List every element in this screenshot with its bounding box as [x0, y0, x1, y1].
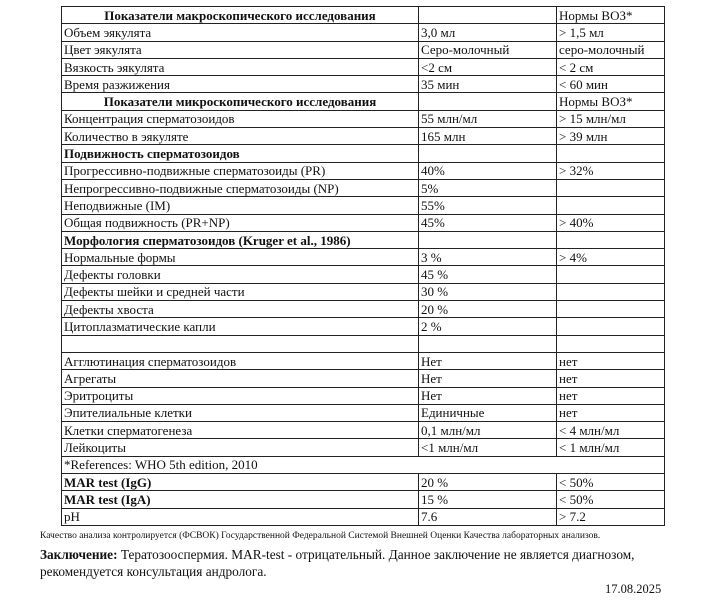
parameter-name: Концентрация сперматозоидов [62, 110, 419, 127]
empty-cell [62, 335, 419, 352]
table-row [62, 266, 665, 283]
parameter-name: Неподвижные (IM) [62, 197, 419, 214]
result-value: Единичные [419, 404, 557, 421]
table-row [62, 318, 665, 335]
parameter-name: Объем эякулята [62, 24, 419, 41]
result-value: <2 см [419, 58, 557, 75]
table-row [62, 370, 665, 387]
who-norm: нет [557, 370, 665, 387]
table-row [62, 214, 665, 231]
parameter-name: Клетки сперматогенеза [62, 422, 419, 439]
result-value: Серо-молочный [419, 41, 557, 58]
semen-analysis-table [61, 6, 665, 526]
norm-column-header: Нормы ВОЗ* [557, 7, 665, 24]
result-value: 55% [419, 197, 557, 214]
result-value: Нет [419, 370, 557, 387]
table-row [62, 387, 665, 404]
header-spacer [419, 7, 557, 24]
result-value: Нет [419, 352, 557, 369]
who-norm: < 2 см [557, 58, 665, 75]
who-norm [557, 266, 665, 283]
table-row [62, 491, 665, 508]
result-value: 20 % [419, 301, 557, 318]
table-row [62, 283, 665, 300]
parameter-name: Цитоплазматические капли [62, 318, 419, 335]
who-norm: < 4 млн/мл [557, 422, 665, 439]
empty-cell [419, 145, 557, 162]
result-value: 5% [419, 179, 557, 196]
parameter-name: MAR test (IgG) [62, 474, 419, 491]
result-value: 55 млн/мл [419, 110, 557, 127]
result-value: 0,1 млн/мл [419, 422, 557, 439]
empty-cell [557, 145, 665, 162]
result-value: 45% [419, 214, 557, 231]
result-value: Нет [419, 387, 557, 404]
table-row [62, 422, 665, 439]
table-row [62, 179, 665, 196]
microscopic-header-row [62, 93, 665, 110]
section-header-title: Показатели микроскопического исследования [62, 93, 419, 110]
report-date: 17.08.2025 [605, 582, 662, 596]
table-row [62, 128, 665, 145]
conclusion-label: Заключение: [40, 547, 118, 562]
references-row [62, 456, 665, 473]
parameter-name: Нормальные формы [62, 249, 419, 266]
who-norm: нет [557, 404, 665, 421]
table-row [62, 301, 665, 318]
table-row [62, 404, 665, 421]
parameter-name: Время разжижения [62, 76, 419, 93]
parameter-name: Эритроциты [62, 387, 419, 404]
result-value: 20 % [419, 474, 557, 491]
table-row [62, 439, 665, 456]
result-value: 15 % [419, 491, 557, 508]
norm-column-header: Нормы ВОЗ* [557, 93, 665, 110]
result-value: 3,0 мл [419, 24, 557, 41]
section-title: Морфология сперматозоидов (Kruger et al., 1986) [62, 231, 419, 248]
parameter-name: Агглютинация сперматозоидов [62, 352, 419, 369]
parameter-name: Общая подвижность (PR+NP) [62, 214, 419, 231]
who-norm [557, 283, 665, 300]
result-value: 3 % [419, 249, 557, 266]
result-value: 35 мин [419, 76, 557, 93]
section-title: Подвижность сперматозоидов [62, 145, 419, 162]
references-note: *References: WHO 5th edition, 2010 [62, 456, 665, 473]
table-row [62, 249, 665, 266]
parameter-name: Вязкость эякулята [62, 58, 419, 75]
motility-section-row [62, 145, 665, 162]
parameter-name: MAR test (IgA) [62, 491, 419, 508]
table-row [62, 197, 665, 214]
result-value: 45 % [419, 266, 557, 283]
conclusion-text: Тератозооспермия. MAR-test - отрицательный. Данное заключение не является диагнозом, рекомендуется консультация андролога. [40, 547, 635, 579]
parameter-name: Дефекты хвоста [62, 301, 419, 318]
header-spacer [419, 93, 557, 110]
table-row [62, 474, 665, 491]
who-norm [557, 318, 665, 335]
table-row [62, 508, 665, 525]
table-row [62, 58, 665, 75]
parameter-name: Лейкоциты [62, 439, 419, 456]
empty-cell [419, 335, 557, 352]
who-norm: > 4% [557, 249, 665, 266]
who-norm: < 50% [557, 474, 665, 491]
conclusion-block [40, 546, 680, 580]
who-norm [557, 179, 665, 196]
who-norm: < 60 мин [557, 76, 665, 93]
result-value: 165 млн [419, 128, 557, 145]
result-value: 2 % [419, 318, 557, 335]
table-row [62, 76, 665, 93]
who-norm: > 15 млн/мл [557, 110, 665, 127]
parameter-name: Агрегаты [62, 370, 419, 387]
parameter-name: Прогрессивно-подвижные сперматозоиды (PR) [62, 162, 419, 179]
empty-cell [557, 335, 665, 352]
result-value: <1 млн/мл [419, 439, 557, 456]
section-header-title: Показатели макроскопического исследования [62, 7, 419, 24]
who-norm: серо-молочный [557, 41, 665, 58]
result-value: 40% [419, 162, 557, 179]
who-norm: нет [557, 352, 665, 369]
who-norm: < 50% [557, 491, 665, 508]
blank-row [62, 335, 665, 352]
quality-control-footnote: Качество анализа контролируется (ФСВОК) Государственной Федеральной Системой Внешней Оценки Качества лабораторных анализов. [40, 531, 601, 541]
who-norm: < 1 млн/мл [557, 439, 665, 456]
table-row [62, 162, 665, 179]
macroscopic-header-row [62, 7, 665, 24]
table-row [62, 110, 665, 127]
parameter-name: Цвет эякулята [62, 41, 419, 58]
table-row [62, 352, 665, 369]
who-norm: > 40% [557, 214, 665, 231]
parameter-name: Непрогрессивно-подвижные сперматозоиды (NP) [62, 179, 419, 196]
who-norm: > 7.2 [557, 508, 665, 525]
who-norm: нет [557, 387, 665, 404]
parameter-name: Эпителиальные клетки [62, 404, 419, 421]
empty-cell [557, 231, 665, 248]
who-norm: > 1,5 мл [557, 24, 665, 41]
result-value: 30 % [419, 283, 557, 300]
who-norm [557, 301, 665, 318]
who-norm: > 39 млн [557, 128, 665, 145]
parameter-name: Количество в эякуляте [62, 128, 419, 145]
table-row [62, 24, 665, 41]
who-norm [557, 197, 665, 214]
table-row [62, 41, 665, 58]
parameter-name: Дефекты шейки и средней части [62, 283, 419, 300]
parameter-name: Дефекты головки [62, 266, 419, 283]
parameter-name: pH [62, 508, 419, 525]
empty-cell [419, 231, 557, 248]
result-value: 7.6 [419, 508, 557, 525]
morphology-section-row [62, 231, 665, 248]
who-norm: > 32% [557, 162, 665, 179]
